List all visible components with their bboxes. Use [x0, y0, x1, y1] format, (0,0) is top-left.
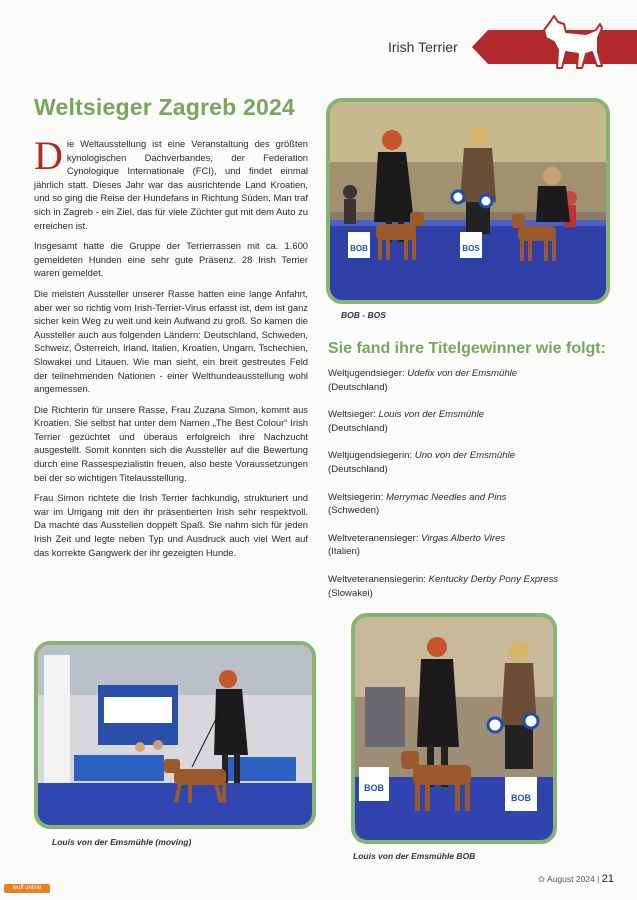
winner-name: Kentucky Derby Pony Express — [428, 573, 559, 585]
winner-country: (Deutschland) — [328, 381, 388, 393]
article-body — [34, 133, 308, 566]
paragraph-exhibitors: Die meisten Aussteller unserer Rasse hatten eine lange Anfahrt, aber wer so richtig vom Irish-Terrier-Virus erfasst ist, dem ist ganz sicher kein Weg zu weit und kein Aufwand zu groß. So kamen die Aussteller auch aus folgenden Ländern: Deutschland, Schweden, Schweiz, Österreich, Irland, Italien, Kroatien, Ungarn, Tschechien, Slowakei und Litauen. Wie man sieht, ein breit gestreutes Feld der teilnehmenden Nationen - einer Welthundeausstellung wohl angemessen. — [34, 287, 308, 395]
sign-bob-right: BOB — [511, 793, 531, 803]
paragraph-judging: Frau Simon richtete die Irish Terrier fachkundig, strukturiert und war im Umgang mit den ihr präsentierten Irish sehr respektvoll. Da machte das Ausstellen doppelt Spaß. Sie nahm sich für jeden Irish Zeit und legte neben Typ und Ausdruck auch viel Wert auf das korrekte Gangwerk der ihr gezeigten Hunde. — [34, 492, 308, 558]
caption-louis-moving: Louis von der Emsmühle (moving) — [52, 837, 192, 847]
footer-separator: | — [597, 874, 600, 884]
winner-title: Weltjugendsiegerin: — [328, 450, 413, 462]
photo-bob-bos — [326, 98, 610, 304]
winner-country: (Schweden) — [328, 505, 380, 517]
winner-item — [328, 449, 610, 476]
winner-country: (Deutschland) — [328, 422, 388, 434]
winner-item — [328, 532, 610, 559]
photo-louis-moving — [34, 641, 316, 829]
paragraph-terrier-group: Insgesamt hatte die Gruppe der Terrierrassen mit ca. 1.600 gemeldeten Hunden eine sehr gute Präsenz. 28 Irish Terrier waren gemeldet. — [34, 240, 308, 279]
winner-name: Merrymac Needles and Pins — [385, 491, 507, 503]
paw-icon: ✿ — [538, 874, 546, 884]
caption-bob-bos: BOB - BOS — [341, 310, 386, 320]
photo-louis-moving-image — [38, 645, 312, 825]
winner-title: Weltveteranensiegerin: — [328, 573, 426, 585]
winner-name: Udefix von der Emsmühle — [407, 368, 518, 379]
winner-country: (Deutschland) — [328, 463, 388, 475]
winner-item — [328, 573, 610, 600]
winners-heading: Sie fand ihre Titelgewinner wie folgt: — [328, 340, 606, 357]
winner-country: (Italien) — [328, 546, 360, 558]
sign-bob: BOB — [350, 244, 368, 253]
article-title: Weltsieger Zagreb 2024 — [34, 94, 295, 120]
winner-title: Weltjugendsieger: — [328, 368, 405, 379]
winner-name: Louis von der Emsmühle — [378, 409, 485, 421]
publisher-logo: wuff online — [4, 884, 50, 893]
drop-cap: D — [34, 133, 63, 178]
sign-bob-left: BOB — [364, 783, 384, 793]
caption-louis-bob: Louis von der Emsmühle BOB — [353, 851, 476, 861]
winner-title: Weltsieger: — [328, 409, 376, 421]
photo-bob-bos-image — [330, 102, 606, 300]
winners-list — [328, 367, 610, 614]
winner-name: Uno von der Emsmühle — [414, 450, 516, 462]
paragraph-intro — [34, 133, 308, 232]
winner-country: (Slowakei) — [328, 587, 373, 599]
photo-louis-bob-image — [355, 617, 553, 840]
sign-bos: BOS — [462, 244, 480, 253]
paragraph-judge: Die Richterin für unsere Rasse, Frau Zuzana Simon, kommt aus Kroatien. Sie selbst hat unter dem Namen „The Best Colour“ Irish Terrier gezüchtet und überaus erfolgreich ihre Nachzucht ausgestellt. Somit konnten sich die Aussteller auf die Bewertung durch eine Rassespezialistin freuen, also beste Voraussetzungen bei der so wichtigen Titelausstellung. — [34, 403, 308, 483]
section-label: Irish Terrier — [388, 39, 458, 55]
paragraph-intro-text: ie Weltausstellung ist eine Veranstaltung des größten kynologischen Dachverbandes, der Federation Cynologique Internationale (FCI), und findet einmal jährlich statt. Dieses Jahr war das ausrichtende Land Kroatien, und so ging die Reise der Hundefans in Richtung Süden. Man traf sich in Zagreb - ein Ziel, das für viele Züchter gut mit dem Auto zu erreichen ist. — [34, 138, 308, 231]
winner-item — [328, 491, 610, 518]
winner-title: Weltsiegerin: — [328, 491, 384, 503]
photo-louis-bob — [351, 613, 557, 844]
winner-title: Weltveteranensieger: — [328, 532, 419, 544]
terrier-logo-icon — [536, 12, 608, 74]
winner-item — [328, 408, 610, 435]
winner-item — [328, 367, 610, 394]
issue-date: August 2024 — [547, 874, 595, 884]
footer-issue — [538, 873, 614, 885]
winner-name: Virgas Alberto Vires — [421, 532, 506, 544]
page-number: 21 — [601, 873, 614, 885]
